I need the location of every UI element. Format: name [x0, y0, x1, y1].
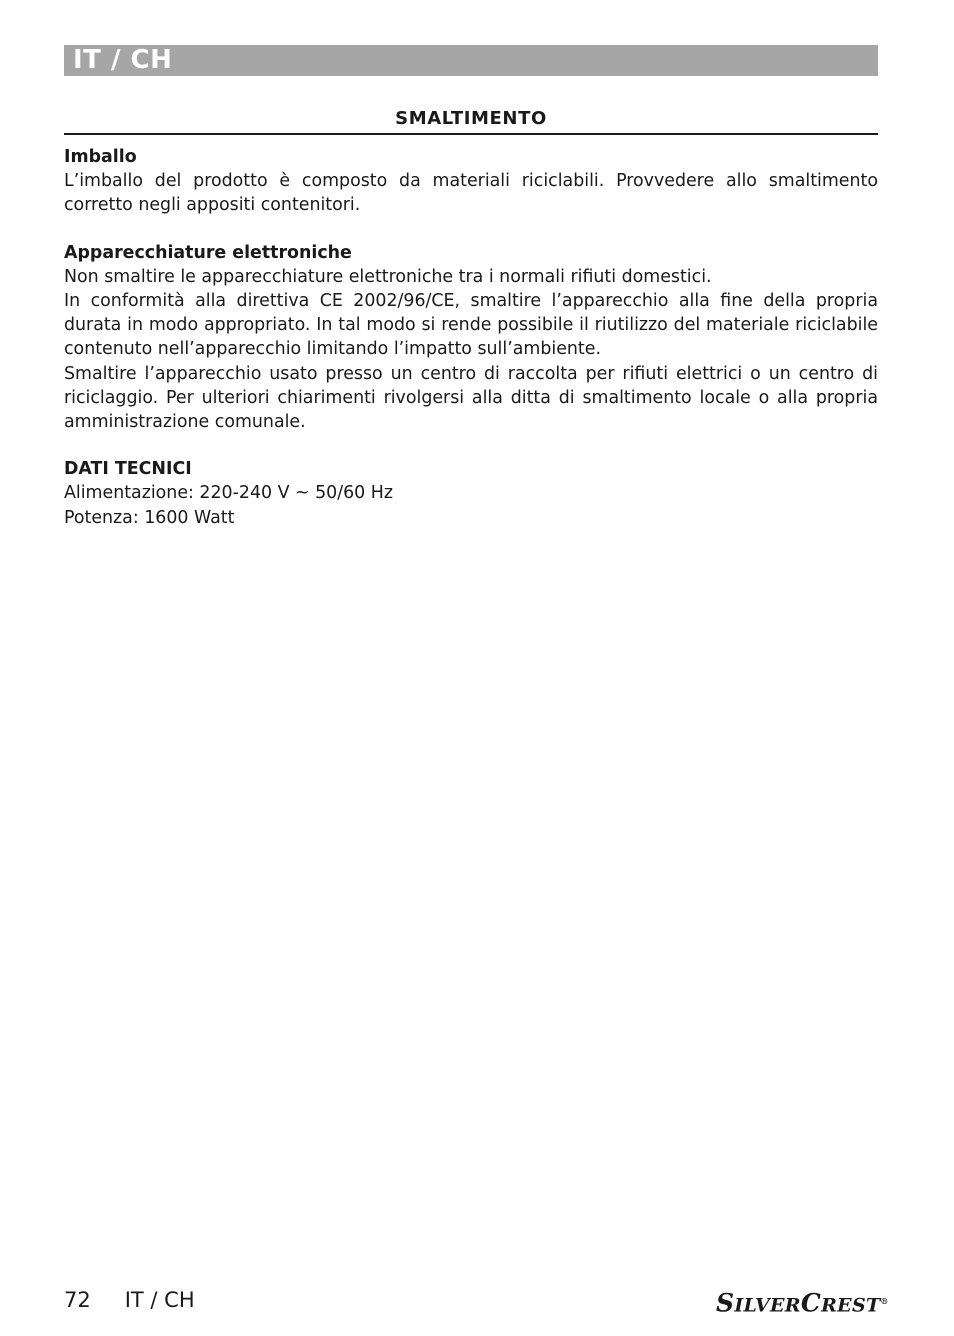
language-header-bar — [64, 45, 878, 76]
logo-letter-s: S — [716, 1288, 735, 1318]
logo-text-ilver: ILVER — [734, 1294, 801, 1317]
apparecchiature-line1: Non smaltire le apparecchiature elettroniche tra i normali rifiuti domestici. — [64, 266, 712, 287]
header-language-label: IT / CH — [73, 45, 173, 75]
page-footer — [64, 1284, 195, 1316]
footer-language-label: IT / CH — [124, 1288, 195, 1312]
alimentazione-spec: Alimentazione: 220-240 V ~ 50/60 Hz — [64, 483, 393, 504]
paragraph-gap — [64, 434, 878, 457]
apparecchiature-para2: In conformità alla direttiva CE 2002/96/CE, smaltire l’apparecchio alla fine della propria durata in modo appropriato. In tal modo si rende possibile il riutilizzo del materiale riciclabile contenuto nell’apparecchio limitando l’impatto sull’ambiente. — [64, 291, 878, 360]
page-number: 72 — [64, 1288, 91, 1312]
apparecchiature-heading: Apparecchiature elettroniche — [64, 242, 352, 263]
logo-letter-c: C — [800, 1288, 822, 1318]
silvercrest-logo — [716, 1287, 889, 1319]
section-divider — [64, 133, 878, 135]
section-title: SMALTIMENTO — [395, 108, 547, 129]
logo-text-rest: REST — [821, 1294, 881, 1317]
document-body — [64, 145, 878, 530]
paragraph-gap — [64, 218, 878, 241]
apparecchiature-para3: Smaltire l’apparecchio usato presso un centro di raccolta per rifiuti elettrici o un centro di riciclaggio. Per ulteriori chiarimenti rivolgersi alla ditta di smaltimento locale o alla propria amministrazione comunale. — [64, 363, 878, 433]
imballo-heading: Imballo — [64, 147, 137, 167]
imballo-text: L’imballo del prodotto è composto da materiali riciclabili. Provvedere allo smaltimento corretto negli appositi contenitori. — [64, 171, 878, 216]
potenza-spec: Potenza: 1600 Watt — [64, 507, 235, 528]
registered-mark: ® — [880, 1296, 889, 1306]
dati-tecnici-heading: DATI TECNICI — [64, 459, 192, 480]
